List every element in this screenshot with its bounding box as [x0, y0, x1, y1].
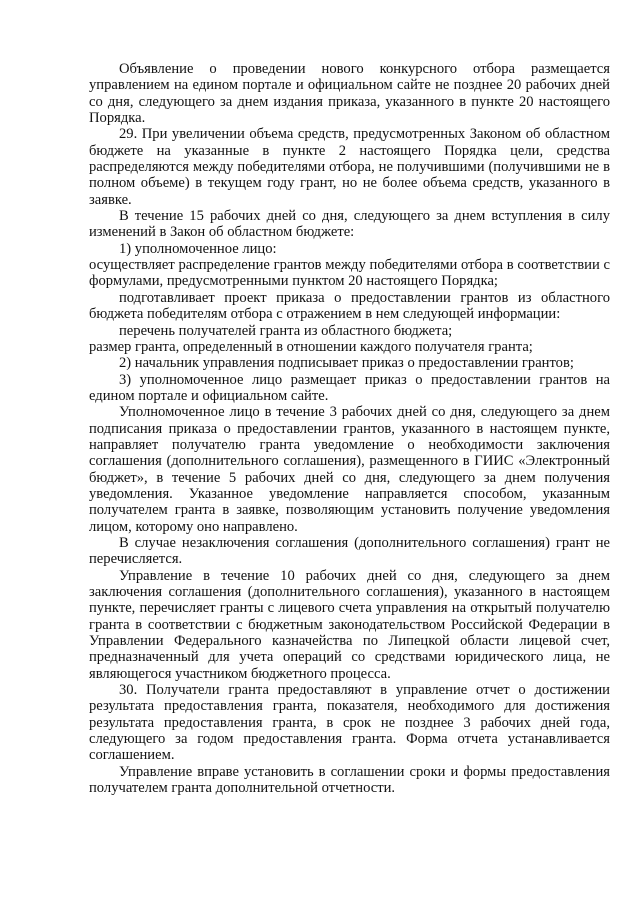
- document-body: [89, 61, 610, 796]
- paragraph-15-days: В течение 15 рабочих дней со дня, следующего за днем вступления в силу изменений в Закон об областном бюджете:: [89, 208, 610, 241]
- paragraph-clause-30: 30. Получатели гранта предоставляют в управление отчет о достижении результата предоставления гранта, показателя, необходимого для достижения результата предоставления гранта, в срок не позднее 3 рабочих дней года, следующего за годом предоставления гранта. Форма отчета устанавливается соглашением.: [89, 682, 610, 764]
- paragraph-item-3: 3) уполномоченное лицо размещает приказ о предоставлении грантов на едином портале и официальном сайте.: [89, 371, 610, 404]
- paragraph-announcement: Объявление о проведении нового конкурсного отбора размещается управлением на едином портале и официальном сайте не позднее 20 рабочих дней со дня, следующего за днем издания приказа, указанного в пункте 20 настоящего Порядка.: [89, 61, 610, 127]
- paragraph-item-2: 2) начальник управления подписывает приказ о предоставлении грантов;: [119, 355, 574, 372]
- paragraph-non-conclusion: В случае незаключения соглашения (дополнительного соглашения) грант не перечисляется.: [89, 534, 610, 568]
- paragraph-clause-29: 29. При увеличении объема средств, предусмотренных Законом об областном бюджете на указанные в пункте 2 настоящего Порядка цели, средства распределяются между победителями отбора, не получившими (получившими не в полном объеме) в текущем году грант, но не более объема средств, указанного в заявке.: [89, 126, 610, 208]
- paragraph-item-1: 1) уполномоченное лицо:: [119, 240, 277, 257]
- paragraph-distribution: осуществляет распределение грантов между победителями отбора в соответствии с формулами, предусмотренными пунктом 20 настоящего Порядка;: [89, 257, 610, 290]
- paragraph-notification: Уполномоченное лицо в течение 3 рабочих дней со дня, следующего за днем подписания приказа о предоставлении грантов, указанного в настоящем пункте, направляет получателю гранта уведомление о необходимости заключения соглашения (дополнительного соглашения), размещенного в ГИИС «Электронный бюджет», в течение 5 рабочих дней со дня, следующего за днем получения уведомления. Указанное уведомление направляется способом, указанным получателем гранта в заявке, позволяющим установить получение уведомления лицом, которому оно направлено.: [89, 404, 610, 535]
- paragraph-transfer: Управление в течение 10 рабочих дней со дня, следующего за днем заключения соглашения (дополнительного соглашения), указанного в настоящем пункте, перечисляет гранты с лицевого счета управления на открытый получателю гранта в соответствии с бюджетным законодательством Российской Федерации в Управлении Федерального казначейства по Липецкой области лицевой счет, предназначенный для учета операций со средствами юридического лица, не являющегося участником бюджетного процесса.: [89, 567, 610, 682]
- paragraph-grant-size: размер гранта, определенный в отношении каждого получателя гранта;: [89, 338, 533, 355]
- paragraph-additional-reporting: Управление вправе установить в соглашении сроки и формы предоставления получателем гранта дополнительной отчетности.: [89, 763, 610, 797]
- paragraph-recipient-list: перечень получателей гранта из областного бюджета;: [119, 322, 453, 339]
- paragraph-draft-order: подготавливает проект приказа о предоставлении грантов из областного бюджета победителям отбора с отражением в нем следующей информации:: [89, 289, 610, 323]
